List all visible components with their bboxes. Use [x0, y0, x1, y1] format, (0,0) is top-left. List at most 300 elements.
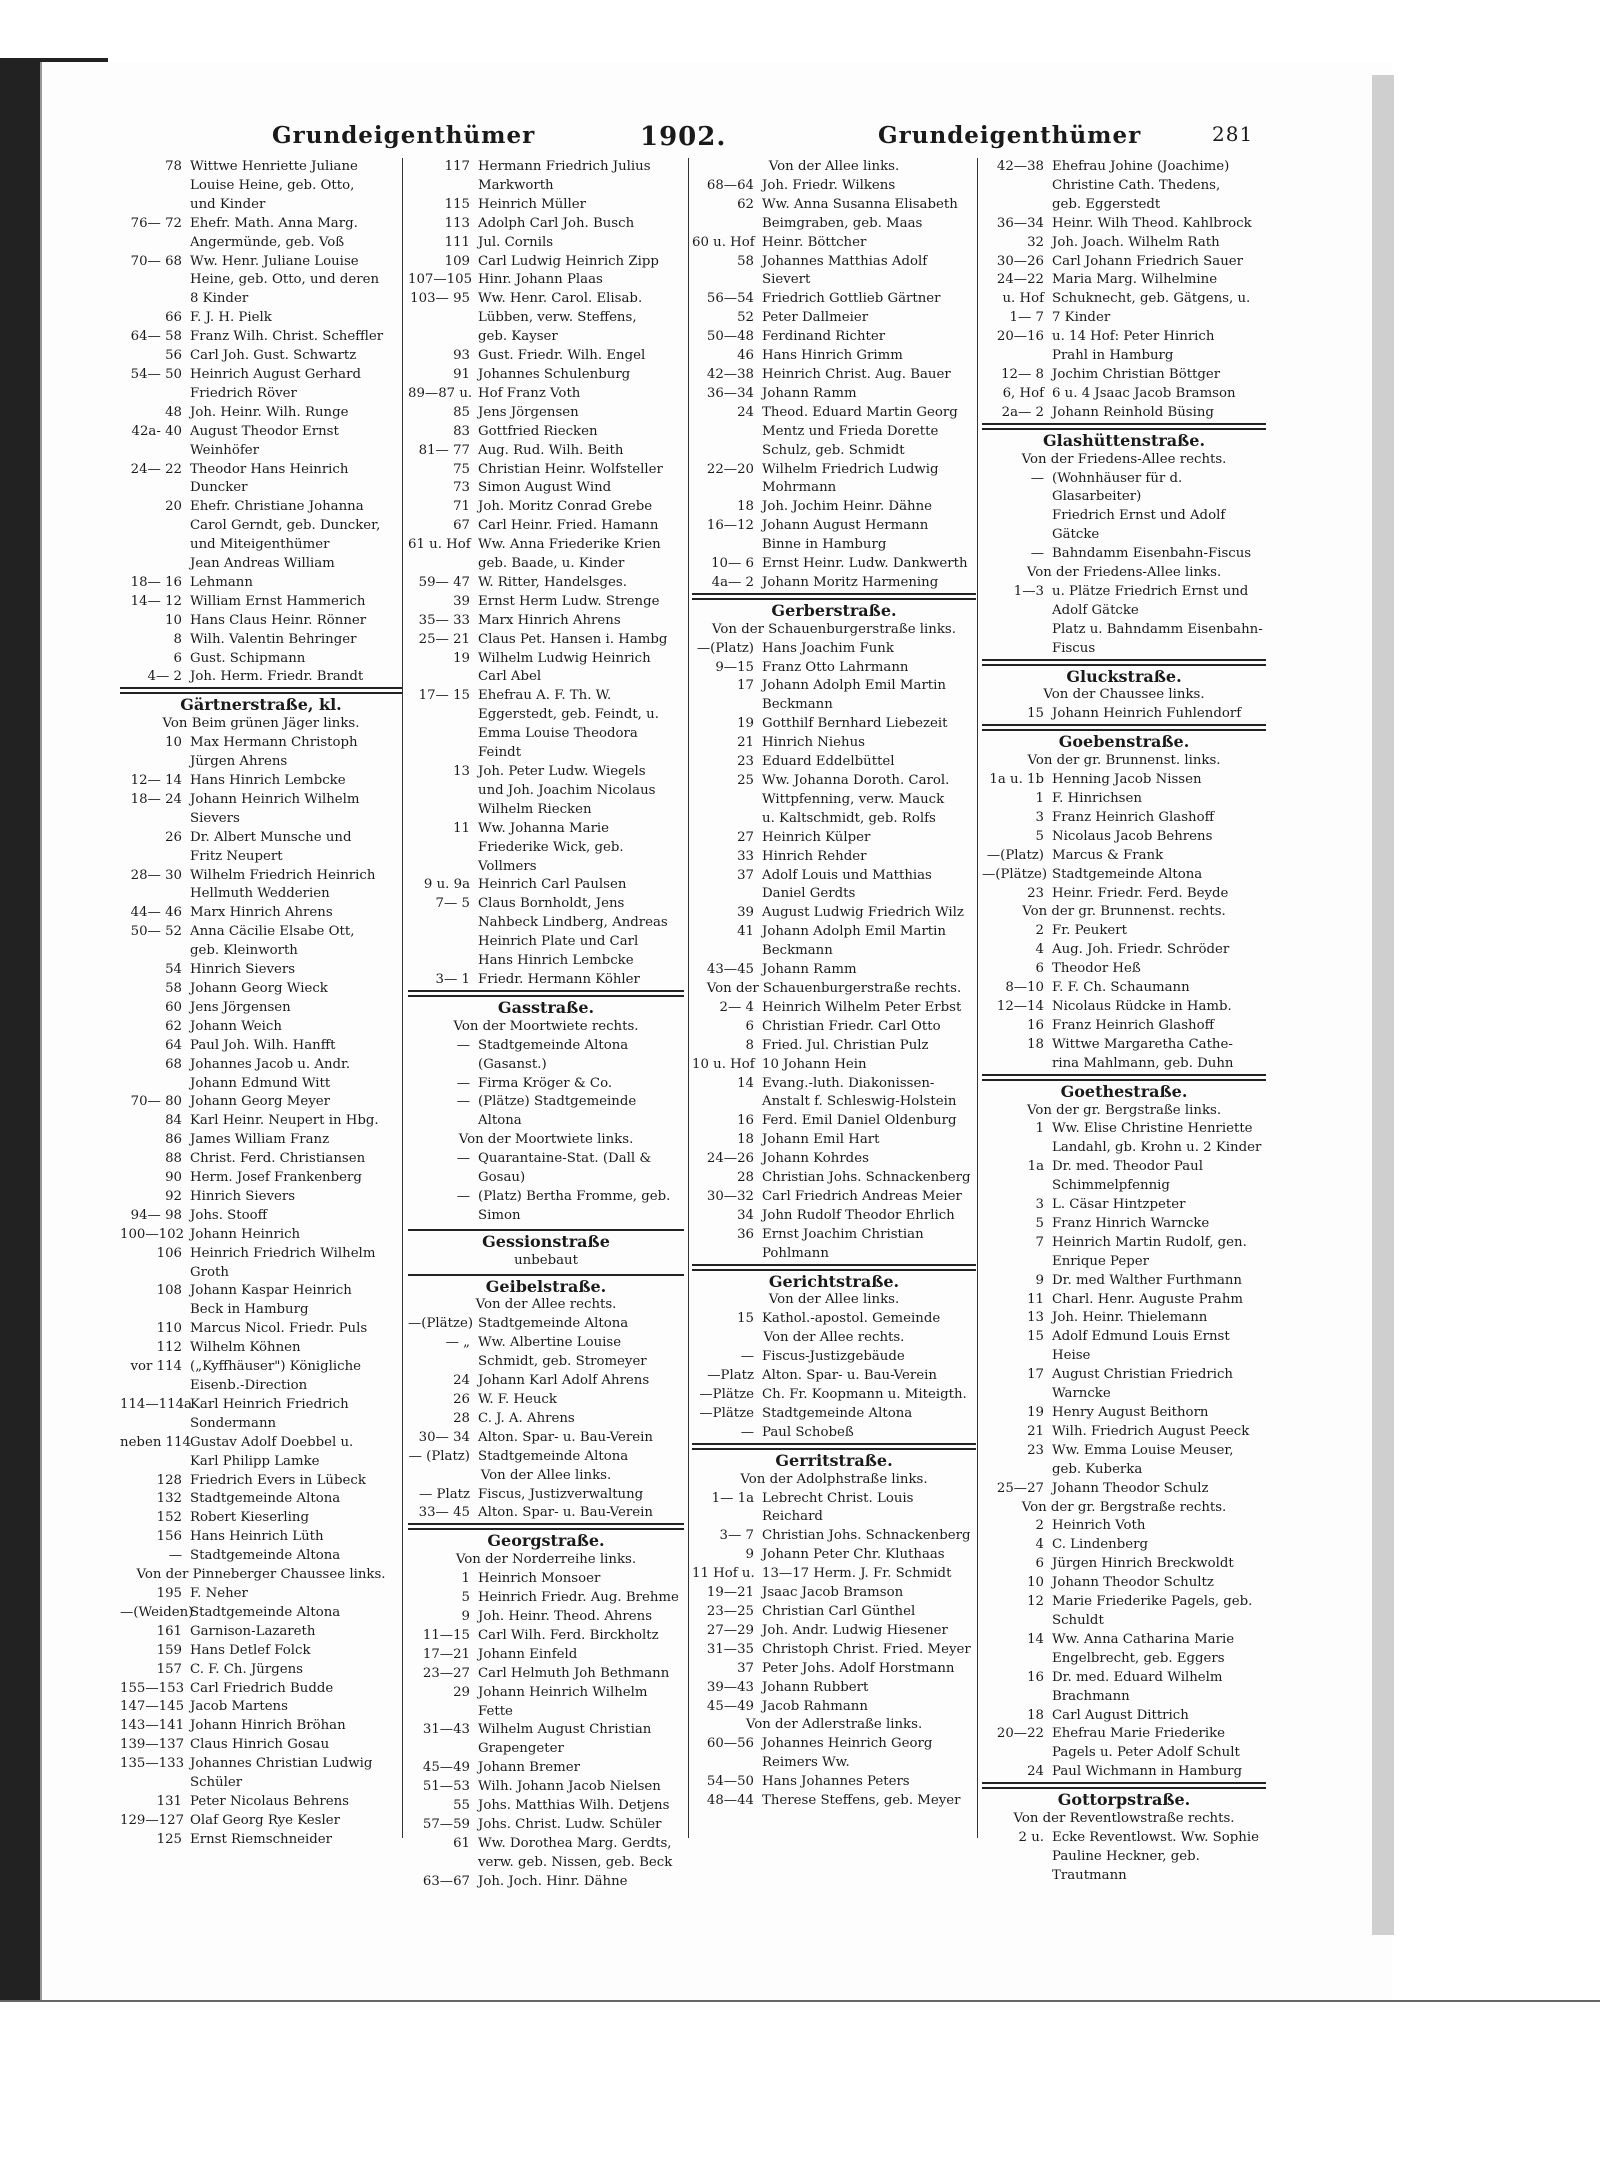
- owner-entry: [120, 1812, 402, 1831]
- owner-name: Franz Otto Lahrmann: [762, 659, 909, 675]
- owner-entry: [408, 1188, 684, 1207]
- owner-entry: [408, 290, 684, 309]
- owner-entry: [120, 593, 402, 612]
- house-number: 33: [737, 848, 754, 864]
- owner-name: Sievert: [762, 272, 811, 288]
- owner-entry: [692, 366, 976, 385]
- owner-entry: [692, 271, 976, 290]
- owner-name: Alton. Spar- u. Bau-Verein: [478, 1505, 653, 1521]
- owner-entry: [692, 829, 976, 848]
- owner-entry: [408, 744, 684, 763]
- owner-name: Johann Theodor Schulz: [1052, 1480, 1209, 1496]
- house-number: 1—3: [1013, 583, 1044, 599]
- owner-entry: [120, 961, 402, 980]
- owner-name: Stadtgemeinde Altona: [762, 1405, 913, 1421]
- owner-name: Beckmann: [762, 697, 833, 713]
- house-number: 28: [453, 1410, 470, 1426]
- owner-name: Ehefrau A. F. Th. W.: [478, 688, 612, 704]
- page-edge-shadow: [1372, 75, 1394, 1935]
- house-number: 19: [737, 716, 754, 732]
- owner-entry: [408, 820, 684, 839]
- house-number: [982, 1177, 1052, 1196]
- house-number: [120, 810, 190, 829]
- owner-name: Schuknecht, geb. Gätgens, u.: [1052, 291, 1251, 307]
- house-number: 9: [461, 1608, 470, 1624]
- owner-entry: [120, 904, 402, 923]
- owner-entry: [120, 555, 402, 574]
- house-number: 30— 34: [418, 1429, 470, 1445]
- house-number: 9 u. 9a: [423, 877, 470, 893]
- house-number: 29: [453, 1684, 470, 1700]
- owner-name: geb. Baade, u. Kinder: [478, 556, 625, 572]
- owner-name: Fr. Peukert: [1052, 923, 1127, 939]
- owner-name: Hans Hinrich Grimm: [762, 348, 903, 364]
- owner-entry: [692, 677, 976, 696]
- owner-entry: [692, 1527, 976, 1546]
- owner-name: Carl Ludwig Heinrich Zipp: [478, 253, 659, 269]
- owner-entry: [120, 1490, 402, 1509]
- house-number: 12: [1027, 1594, 1044, 1610]
- house-number: 18: [1027, 1707, 1044, 1723]
- owner-name: Marx Hinrich Ahrens: [190, 905, 333, 921]
- direction-note: Von der Allee links.: [768, 1292, 900, 1308]
- owner-name: Paul Joh. Wilh. Hanfft: [190, 1037, 336, 1053]
- house-number: 44— 46: [130, 905, 182, 921]
- house-number: [408, 668, 478, 687]
- owner-entry: [982, 1688, 1266, 1707]
- house-number: [408, 933, 478, 952]
- owner-name: Therese Steffens, geb. Meyer: [762, 1793, 961, 1809]
- house-number: 11—15: [422, 1627, 470, 1643]
- owner-name: Heise: [1052, 1348, 1091, 1364]
- owner-name: Wilhelm Friedrich Heinrich: [190, 867, 376, 883]
- owner-name: Karl Heinr. Neupert in Hbg.: [190, 1113, 379, 1129]
- owner-entry: [692, 1386, 976, 1405]
- house-number: 39: [737, 905, 754, 921]
- owner-entry: [120, 1680, 402, 1699]
- house-number: 30—26: [996, 253, 1044, 269]
- owner-name: Dr. med Walther Furthmann: [1052, 1272, 1242, 1288]
- owner-entry: [982, 271, 1266, 290]
- owner-entry: [120, 1698, 402, 1717]
- owner-name: 6 u. 4 Jsaac Jacob Bramson: [1052, 385, 1236, 401]
- owner-entry: [120, 215, 402, 234]
- owner-entry: [982, 1055, 1266, 1076]
- house-number: —: [168, 1548, 182, 1564]
- house-number: 54— 50: [130, 366, 182, 382]
- house-number: 7: [1035, 1234, 1044, 1250]
- house-number: 5: [1035, 1215, 1044, 1231]
- house-number: [120, 1415, 190, 1434]
- owner-name: Paul Wichmann in Hamburg: [1052, 1764, 1243, 1780]
- owner-name: Carl Friedrich Budde: [190, 1680, 334, 1696]
- owner-name: Nicolaus Rüdcke in Hamb.: [1052, 998, 1232, 1014]
- owner-entry: [120, 999, 402, 1018]
- house-number: 39—43: [706, 1679, 754, 1695]
- owner-name: Franz Heinrich Glashoff: [1052, 1017, 1215, 1033]
- direction-note: Von der Pinneberger Chaussee links.: [136, 1567, 386, 1583]
- house-number: 16: [1027, 1017, 1044, 1033]
- house-number: 11: [453, 820, 470, 836]
- house-number: 103— 95: [410, 291, 470, 307]
- owner-entry: [408, 858, 684, 877]
- owner-entry: [692, 942, 976, 961]
- owner-name: Duncker: [190, 480, 248, 496]
- house-number: [982, 177, 1052, 196]
- owner-name: Hof Franz Voth: [478, 385, 581, 401]
- house-number: 12—14: [996, 998, 1044, 1014]
- direction-note: Von Beim grünen Jäger links.: [162, 716, 360, 732]
- owner-entry: [120, 1131, 402, 1150]
- owner-entry: [120, 479, 402, 498]
- owner-entry: [408, 1207, 684, 1226]
- owner-entry: [120, 385, 402, 404]
- owner-name: Bahndamm Eisenbahn-Fiscus: [1052, 546, 1252, 562]
- owner-name: rina Mahlmann, geb. Duhn: [1052, 1055, 1234, 1071]
- house-number: 2a— 2: [1001, 404, 1044, 420]
- house-number: [120, 536, 190, 555]
- house-number: 23: [1027, 885, 1044, 901]
- house-number: 20—22: [996, 1726, 1044, 1742]
- house-number: 156: [156, 1529, 182, 1545]
- house-number: 35— 33: [418, 612, 470, 628]
- owner-entry: [982, 771, 1266, 790]
- owner-entry: [982, 1763, 1266, 1784]
- owner-entry: [120, 1282, 402, 1301]
- owner-entry: [982, 328, 1266, 347]
- owner-name: Hinrich Rehder: [762, 848, 867, 864]
- house-number: [408, 839, 478, 858]
- owner-name: Heinr. Wilh Theod. Kahlbrock: [1052, 215, 1252, 231]
- owner-entry: [120, 1018, 402, 1037]
- house-number: 61 u. Hof: [408, 537, 471, 553]
- owner-name: Theodor Heß: [1052, 961, 1141, 977]
- owner-entry: [120, 734, 402, 753]
- owner-entry: [120, 1831, 402, 1850]
- owner-entry: [982, 621, 1266, 661]
- owner-entry: [692, 867, 976, 886]
- owner-name: Eduard Eddelbüttel: [762, 754, 895, 770]
- street-heading: Gerritstraße.: [692, 1448, 976, 1471]
- house-number: 19—21: [706, 1585, 754, 1601]
- owner-entry: [408, 1410, 684, 1429]
- house-number: 88: [165, 1151, 182, 1167]
- owner-name: Ernst Riemschneider: [190, 1831, 333, 1847]
- owner-name: Prahl in Hamburg: [1052, 348, 1174, 364]
- house-number: 24: [453, 1373, 470, 1389]
- house-number: 8: [745, 1037, 754, 1053]
- owner-entry: [408, 479, 684, 498]
- house-number: 10— 6: [711, 556, 754, 572]
- owner-entry: [408, 234, 684, 253]
- owner-name: geb. Kayser: [478, 329, 558, 345]
- house-number: 23—25: [706, 1603, 754, 1619]
- house-number: 42—38: [996, 159, 1044, 174]
- owner-name: Heinrich Külper: [762, 829, 871, 845]
- house-number: [408, 328, 478, 347]
- house-number: [982, 507, 1052, 545]
- owner-entry: [408, 706, 684, 725]
- owner-name: Heine, geb. Otto, und deren: [190, 272, 380, 288]
- owner-entry: [692, 1584, 976, 1603]
- column-2: [408, 158, 684, 1892]
- owner-name: Robert Kieserling: [190, 1510, 310, 1526]
- house-number: 23: [1027, 1442, 1044, 1458]
- owner-name: Friedr. Hermann Köhler: [478, 971, 640, 987]
- owner-name: Eisenb.-Direction: [190, 1378, 308, 1393]
- owner-name: Hans Hinrich Lembcke: [190, 773, 346, 788]
- owner-entry: [982, 1139, 1266, 1158]
- owner-entry: [692, 1037, 976, 1056]
- owner-entry: [692, 328, 976, 347]
- owner-name: Johs. Stooff: [190, 1207, 268, 1223]
- owner-entry: [120, 1320, 402, 1339]
- owner-name: Joh. Heinr. Wilh. Runge: [190, 404, 349, 420]
- owner-entry: [982, 1593, 1266, 1612]
- owner-name: Jürgen Ahrens: [190, 754, 288, 770]
- house-number: 18: [737, 1132, 754, 1148]
- owner-name: Joh. Friedr. Wilkens: [762, 177, 896, 193]
- owner-name: Vollmers: [478, 858, 537, 874]
- owner-entry: [692, 1641, 976, 1660]
- owner-entry: [120, 366, 402, 385]
- owner-entry: [982, 847, 1266, 866]
- owner-entry: [692, 555, 976, 574]
- house-number: 16: [1027, 1669, 1044, 1685]
- owner-name: Johann Emil Hart: [762, 1132, 880, 1148]
- owner-entry: [120, 1604, 402, 1623]
- house-number: 64— 58: [130, 329, 182, 345]
- owner-entry: [120, 536, 402, 555]
- house-number: 107—105: [408, 272, 473, 288]
- owner-entry: [692, 1112, 976, 1131]
- house-number: 13: [453, 764, 470, 779]
- owner-entry: [120, 442, 402, 461]
- direction-note: Von der Norderreihe links.: [455, 1552, 637, 1568]
- house-number: [982, 602, 1052, 621]
- owner-name: Louise Heine, geb. Otto,: [190, 177, 355, 193]
- street-heading: Gerberstraße.: [692, 598, 976, 621]
- page-number: 281: [1212, 122, 1254, 146]
- owner-name: Johann Reinhold Büsing: [1052, 404, 1214, 420]
- house-number: 60 u. Hof: [692, 234, 755, 250]
- owner-name: und Joh. Joachim Nicolaus: [478, 782, 656, 798]
- owner-name: Quarantaine-Stat. (Dall & Gosau): [478, 1151, 652, 1186]
- owner-name: Ww. Johanna Marie: [478, 820, 610, 836]
- owner-entry: [120, 1623, 402, 1642]
- column-3: [692, 158, 976, 1811]
- house-number: [408, 952, 478, 971]
- house-number: 12— 8: [1001, 366, 1044, 382]
- owner-name: Heinrich Friedr. Aug. Brehme: [478, 1590, 679, 1606]
- owner-entry: [982, 507, 1266, 545]
- house-number: vor 114: [130, 1359, 182, 1375]
- owner-name: 7 Kinder: [1052, 310, 1111, 326]
- owner-name: F. Neher: [190, 1585, 248, 1601]
- house-number: 10: [165, 612, 182, 628]
- owner-entry: [120, 1339, 402, 1358]
- owner-entry: [120, 574, 402, 593]
- owner-name: Heinr. Friedr. Ferd. Beyde: [1052, 885, 1229, 901]
- owner-entry: [408, 1608, 684, 1627]
- street-heading: Gluckstraße.: [982, 664, 1266, 687]
- house-number: 24—26: [706, 1151, 754, 1167]
- owner-entry: [692, 1075, 976, 1094]
- owner-name: u. 14 Hof: Peter Hinrich: [1052, 329, 1215, 345]
- house-number: 3: [1035, 1197, 1044, 1213]
- owner-entry: [692, 442, 976, 461]
- house-number: 6, Hof: [1002, 385, 1044, 401]
- owner-name: Christian Johs. Schnackenberg: [762, 1170, 971, 1186]
- owner-entry: [692, 715, 976, 734]
- owner-entry: [408, 1627, 684, 1646]
- owner-name: Gustav Adolf Doebbel u.: [190, 1434, 354, 1450]
- house-number: 60: [165, 999, 182, 1015]
- owner-name: Johann Kohrdes: [762, 1151, 869, 1167]
- owner-name: Hellmuth Wedderien: [190, 886, 330, 902]
- owner-entry: [120, 848, 402, 867]
- owner-entry: [120, 1358, 402, 1377]
- owner-name: Herm. Josef Frankenberg: [190, 1170, 362, 1186]
- owner-entry: [120, 1075, 402, 1094]
- owner-name: Nahbeck Lindberg, Andreas: [478, 915, 668, 931]
- house-number: [692, 536, 762, 555]
- owner-name: W. Ritter, Handelsges.: [478, 574, 627, 590]
- house-number: 135—133: [120, 1756, 185, 1772]
- house-number: 10: [165, 735, 182, 751]
- owner-entry: [408, 1778, 684, 1797]
- owner-entry: [982, 215, 1266, 234]
- owner-entry: [120, 1301, 402, 1320]
- owner-name: Warncke: [1052, 1386, 1111, 1402]
- owner-entry: [692, 1660, 976, 1679]
- owner-entry: [982, 885, 1266, 904]
- house-number: [982, 1139, 1052, 1158]
- owner-entry: [120, 1642, 402, 1661]
- owner-entry: [692, 810, 976, 829]
- house-number: 86: [165, 1132, 182, 1148]
- house-number: 63—67: [422, 1873, 470, 1889]
- house-number: 7— 5: [435, 896, 470, 912]
- owner-name: Joh. Joach. Wilhelm Rath: [1052, 234, 1220, 250]
- owner-entry: [120, 1188, 402, 1207]
- owner-entry: [692, 1773, 976, 1792]
- house-number: 56—54: [706, 291, 754, 307]
- owner-entry: [982, 1744, 1266, 1763]
- owner-name: Karl Heinrich Friedrich: [190, 1396, 349, 1412]
- house-number: 1: [461, 1571, 470, 1587]
- owner-entry: [982, 1328, 1266, 1347]
- owner-entry: [120, 1264, 402, 1283]
- owner-entry: [982, 941, 1266, 960]
- house-number: 2— 4: [719, 999, 754, 1015]
- owner-entry: [408, 461, 684, 480]
- owner-entry: [120, 772, 402, 791]
- owner-entry: [692, 498, 976, 517]
- house-number: 8—10: [1005, 980, 1044, 996]
- owner-name: James William Franz: [190, 1132, 330, 1148]
- owner-name: (Wohnhäuser für d. Glasarbeiter): [1052, 470, 1183, 505]
- owner-name: Johann Georg Meyer: [190, 1094, 330, 1110]
- house-number: 4a— 2: [711, 574, 754, 590]
- owner-name: Heinr. Böttcher: [762, 234, 867, 250]
- owner-name: Nicolaus Jacob Behrens: [1052, 828, 1213, 844]
- house-number: [120, 753, 190, 772]
- house-number: [408, 782, 478, 801]
- owner-entry: [408, 1429, 684, 1448]
- owner-entry: [408, 593, 684, 612]
- owner-entry: [408, 385, 684, 404]
- owner-name: Johannes Matthias Adolf: [762, 253, 928, 269]
- house-number: 93: [453, 348, 470, 364]
- owner-entry: [692, 1405, 976, 1424]
- house-number: [120, 1453, 190, 1472]
- owner-name: Joh. Peter Ludw. Wiegels: [478, 764, 646, 779]
- owner-name: Ehefrau Johine (Joachime): [1052, 159, 1230, 174]
- owner-entry: [982, 1829, 1266, 1848]
- owner-entry: [120, 1093, 402, 1112]
- owner-entry: [408, 1589, 684, 1608]
- owner-name: Ww. Elise Christine Henriette: [1052, 1121, 1253, 1137]
- house-number: [120, 848, 190, 867]
- house-number: 4: [1035, 1537, 1044, 1553]
- owner-name: Carl Heinr. Fried. Hamann: [478, 518, 659, 534]
- owner-entry: [982, 1177, 1266, 1196]
- house-number: 9—15: [715, 659, 754, 675]
- house-number: 20—16: [996, 329, 1044, 345]
- house-number: [120, 385, 190, 404]
- house-number: 50— 52: [130, 924, 182, 940]
- owner-name: F. F. Ch. Schaumann: [1052, 980, 1190, 996]
- owner-name: Wittwe Margaretha Cathe-: [1052, 1036, 1233, 1052]
- owner-name: W. F. Heuck: [478, 1392, 557, 1407]
- owner-name: Landahl, gb. Krohn u. 2 Kinder: [1052, 1140, 1262, 1156]
- house-number: 5: [461, 1590, 470, 1606]
- house-number: 37: [737, 1660, 754, 1676]
- house-number: 6: [173, 650, 182, 666]
- owner-name: Beimgraben, geb. Maas: [762, 215, 923, 231]
- owner-entry: [408, 1570, 684, 1589]
- owner-name: geb. Kleinworth: [190, 943, 298, 959]
- owner-name: Joh. Moritz Conrad Grebe: [478, 499, 653, 515]
- owner-name: Franz Hinrich Warncke: [1052, 1215, 1210, 1231]
- owner-name: Stadtgemeinde Altona: [478, 1448, 629, 1464]
- owner-name: Marcus Nicol. Friedr. Puls: [190, 1321, 368, 1337]
- owner-entry: [408, 347, 684, 366]
- house-number: [120, 517, 190, 536]
- house-number: 59— 47: [418, 574, 470, 590]
- owner-entry: [408, 763, 684, 782]
- owner-entry: [120, 1415, 402, 1434]
- owner-entry: [982, 1707, 1266, 1726]
- owner-entry: [692, 659, 976, 678]
- owner-name: Johann Heinrich Fuhlendorf: [1052, 706, 1242, 722]
- direction-note: Von der Chaussee links.: [1043, 687, 1205, 703]
- owner-name: Johs. Matthias Wilh. Detjens: [478, 1798, 670, 1814]
- owner-entry: [692, 1188, 976, 1207]
- house-number: [982, 1253, 1052, 1272]
- house-number: [120, 177, 190, 196]
- owner-name: Ww. Anna Catharina Marie: [1052, 1631, 1235, 1647]
- house-number: [120, 234, 190, 253]
- house-number: [982, 1688, 1052, 1707]
- owner-name: Angermünde, geb. Voß: [190, 234, 345, 250]
- house-number: 128: [156, 1472, 182, 1488]
- owner-entry: [692, 1056, 976, 1075]
- owner-entry: [692, 1490, 976, 1528]
- owner-name: Claus Bornholdt, Jens: [478, 896, 625, 912]
- owner-name: Wilhelm Friedrich Ludwig: [762, 461, 939, 477]
